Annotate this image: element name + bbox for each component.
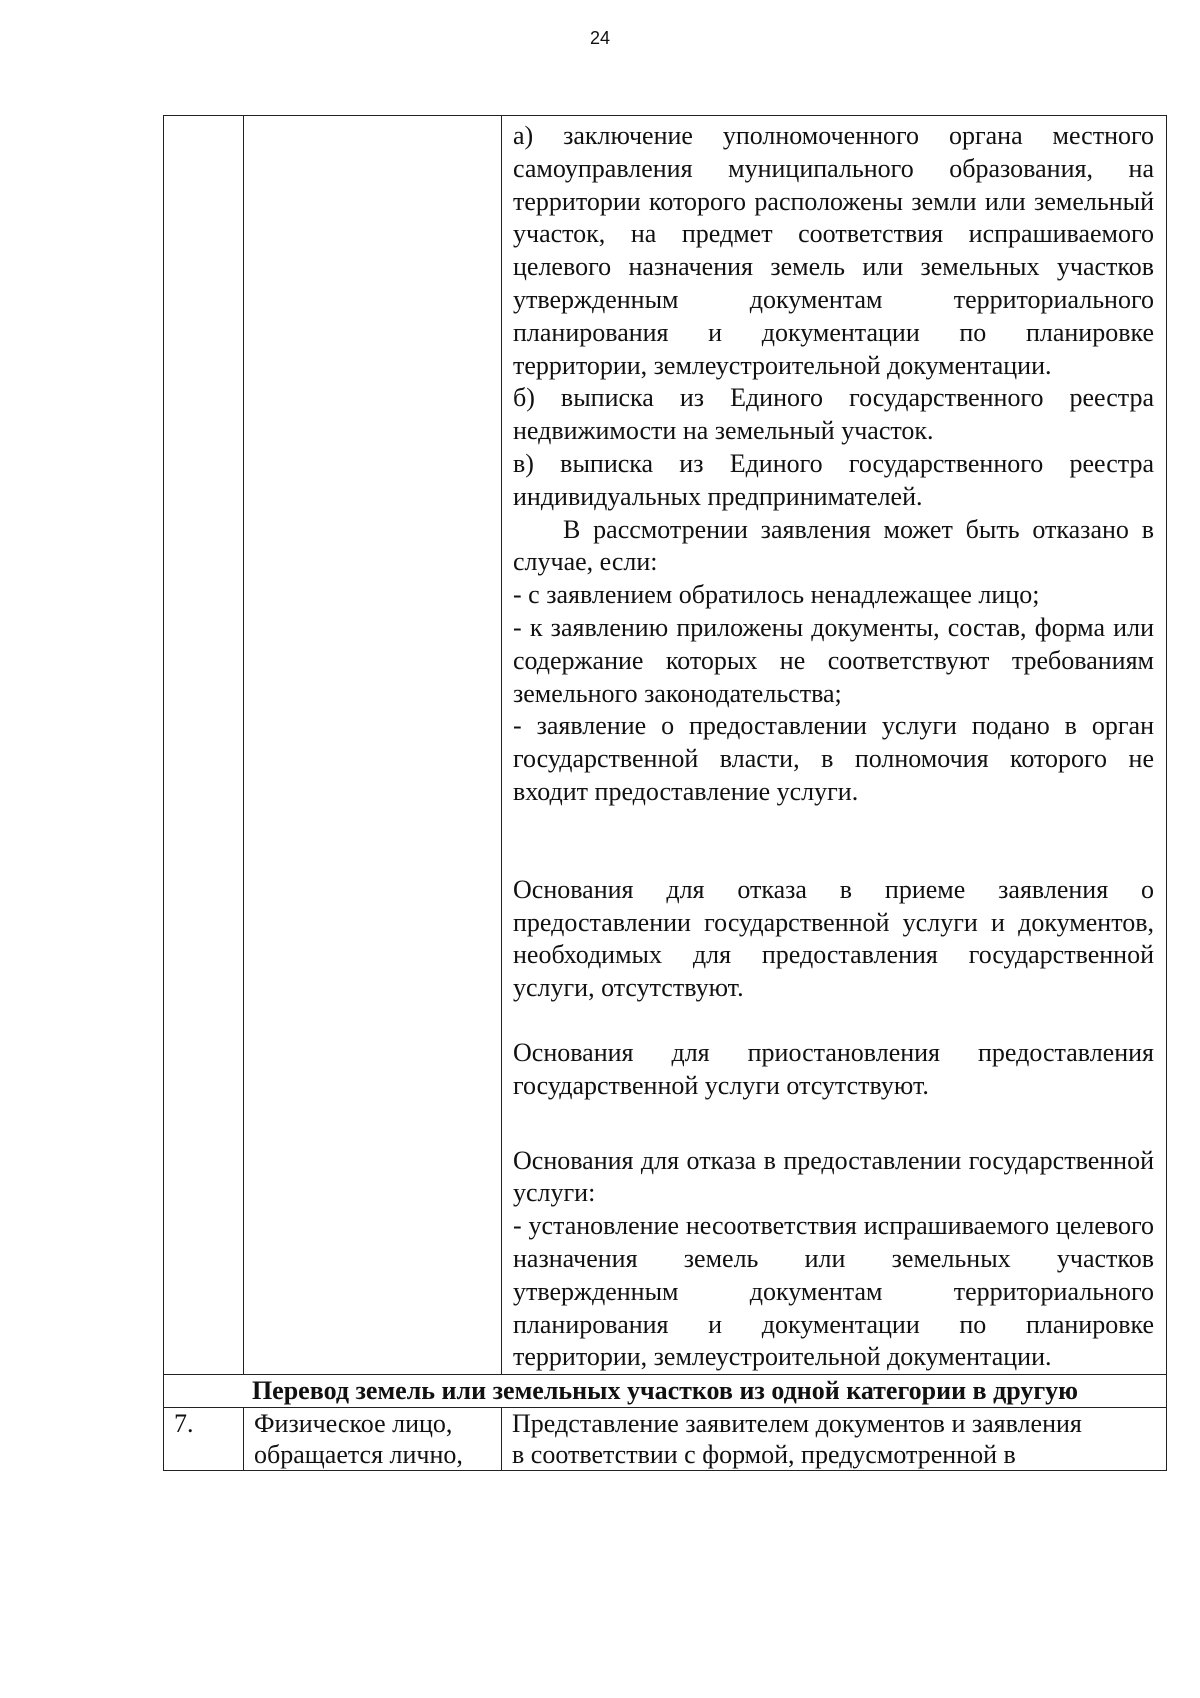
document-item-c: в) выписка из Единого государственного реестра индивидуальных предпринимателей. <box>513 448 1154 511</box>
requirements-cell <box>502 116 1167 1375</box>
spacer <box>513 1005 1154 1037</box>
section-heading-row <box>164 1375 1167 1408</box>
grounds-suspension-paragraph: Основания для приостановления предоставления государственной услуги отсутствуют. <box>513 1037 1154 1100</box>
refusal-intro: В рассмотрении заявления может быть отказано в случае, если: <box>513 514 1154 577</box>
description-line: Представление заявителем документов и заявления <box>512 1409 1082 1439</box>
grounds-refusal-title: Основания для отказа в предоставлении государственной услуги: <box>513 1145 1154 1208</box>
grounds-reception-paragraph: Основания для отказа в приеме заявления о предоставлении государственной услуги и документов, необходимых для предоставления государственной услуги, отсутствуют. <box>513 874 1154 1003</box>
grounds-refusal-item: - установление несоответствия испрашиваемого целевого назначения земель или земельных участков утвержденным документам территориального планирования и документации по планировке территории, землеустроительной документации. <box>513 1211 1154 1372</box>
document-item-a: а) заключение уполномоченного органа местного самоуправления муниципального образования, на территории которого расположены земли или земельный участок, на предмет соответствия испрашиваемого целевого назначения земель или земельных участков утвержденным документам территориального планирования и документации по планировке территории, землеустроительной документации. <box>513 121 1154 380</box>
refusal-item: - с заявлением обратилось ненадлежащее лицо; <box>513 580 1040 610</box>
applicant-cell <box>244 1408 502 1471</box>
services-table <box>163 115 1167 1471</box>
spacer <box>513 809 1154 874</box>
row-number-cell <box>164 1408 244 1471</box>
page-number: 24 <box>589 28 611 48</box>
spacer <box>513 1103 1154 1145</box>
document-item-b: б) выписка из Единого государственного реестра недвижимости на земельный участок. <box>513 383 1154 446</box>
applicant-line: Физическое лицо, <box>254 1409 453 1439</box>
row-number: 7. <box>174 1409 194 1439</box>
requirements-cell <box>502 1408 1167 1471</box>
table-row <box>164 116 1167 1375</box>
refusal-item: - заявление о предоставлении услуги подано в орган государственной власти, в полномочия которого не входит предоставление услуги. <box>513 711 1154 806</box>
description-line: в соответствии с формой, предусмотренной в <box>512 1440 1016 1470</box>
section-heading: Перевод земель или земельных участков из одной категории в другую <box>164 1375 1167 1408</box>
refusal-item: - к заявлению приложены документы, состав, форма или содержание которых не соответствуют требованиям земельного законодательства; <box>513 612 1154 708</box>
applicant-line: обращается лично, <box>254 1440 463 1470</box>
number-cell <box>164 116 244 1375</box>
table-row <box>164 1408 1167 1471</box>
applicant-cell <box>244 116 502 1375</box>
